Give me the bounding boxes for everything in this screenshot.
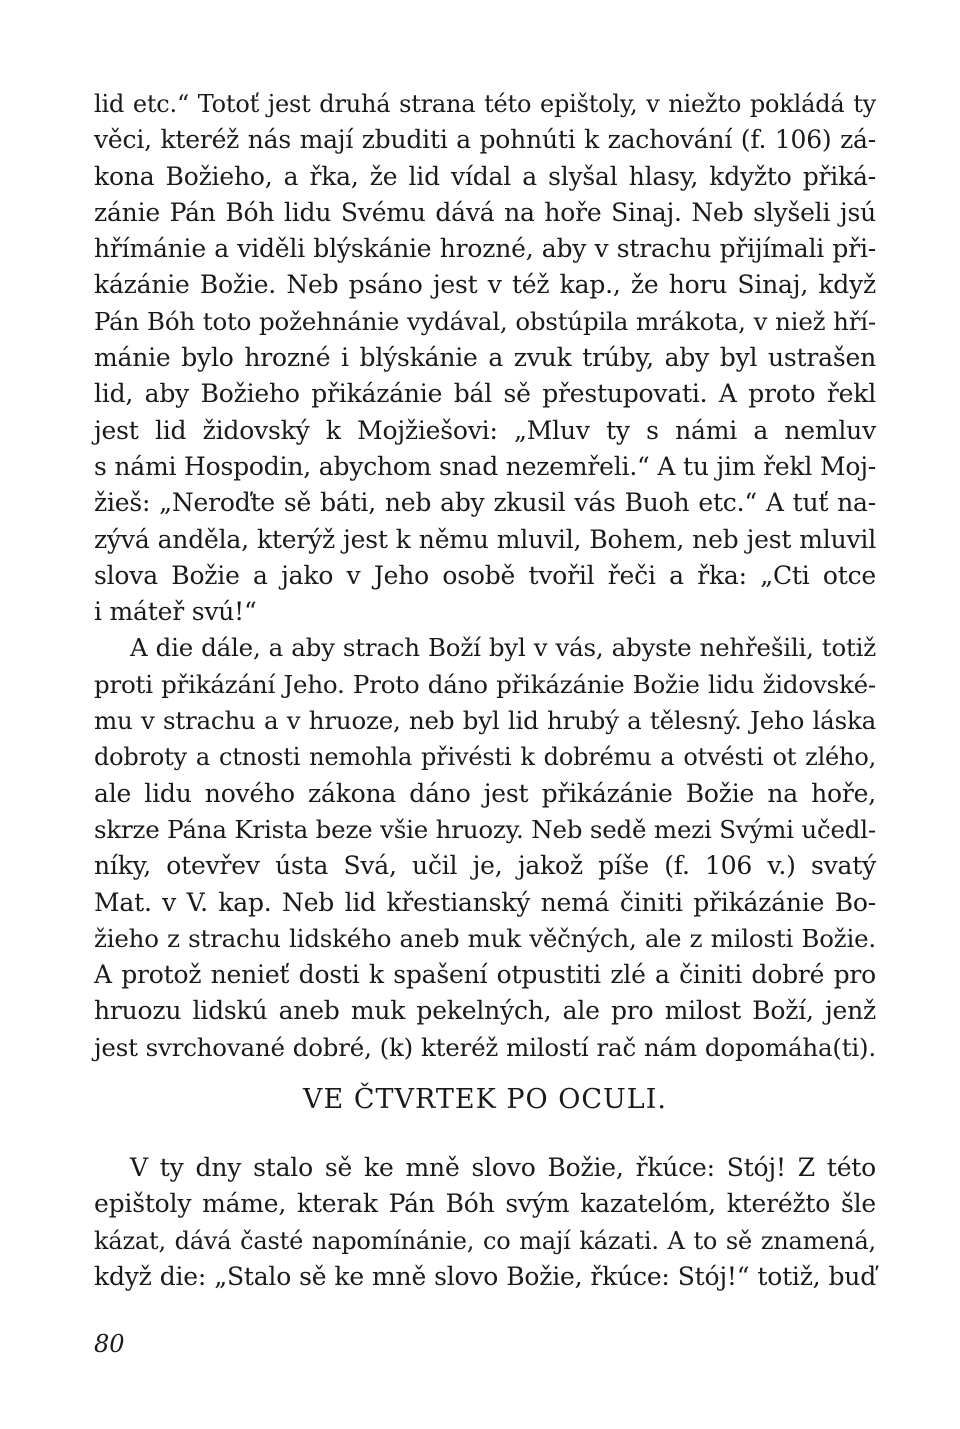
text-line: mu v strachu a v hruoze, neb byl lid hrubý a tělesný. Jeho láska [94, 706, 876, 736]
page-number: 80 [94, 1330, 125, 1358]
text-line: s námi Hospodin, abychom snad nezemřeli.“ A tu jim řekl Moj- [94, 451, 876, 481]
text-line: kona Božieho, a řka, že lid vídal a slyšal hlasy, kdyžto přiká- [94, 161, 876, 191]
paragraph-3 [94, 1150, 876, 1295]
text-line: A die dále, a aby strach Boží byl v vás, abyste nehřešili, totiž [130, 633, 876, 663]
paragraph-2 [94, 630, 876, 1066]
text-line: slova Božie a jako v Jeho osobě tvořil řeči a řka: „Cti otce [94, 560, 876, 590]
text-line: epištoly máme, kterak Pán Bóh svým kazatelóm, kteréžto šle [94, 1189, 876, 1219]
text-line: lid, aby Božieho přikázánie bál sě přestupovati. A proto řekl [94, 379, 876, 409]
text-line: skrze Pána Krista beze všie hruozy. Neb sedě mezi Svými učedl- [94, 814, 876, 844]
text-line: ale lidu nového zákona dáno jest přikázánie Božie na hoře, [94, 778, 876, 808]
text-line: proti přikázání Jeho. Proto dáno přikázánie Božie lidu židovské- [94, 669, 876, 699]
text-line: dobroty a ctnosti nemohla přivésti k dobrému a otvésti ot zlého, [94, 743, 876, 772]
text-block-top [94, 86, 876, 1066]
text-line: lid etc.“ Totoť jest druhá strana této epištoly, v niežto pokládá ty [94, 90, 876, 118]
text-line: jest svrchované dobré, (k) kteréž milostí rač nám dopomáha(ti). [94, 1032, 876, 1062]
text-line: zývá anděla, kterýž jest k němu mluvil, Bohem, neb jest mluvil [94, 524, 876, 554]
text-line: jest lid židovský k Mojžiešovi: „Mluv ty s námi a nemluv [94, 415, 876, 445]
text-line: Mat. v V. kap. Neb lid křestianský nemá činiti přikázánie Bo- [94, 887, 876, 917]
text-line: když die: „Stalo sě ke mně slovo Božie, řkúce: Stój!“ totiž, buď [94, 1261, 876, 1291]
text-line: hruozu lidskú aneb muk pekelných, ale pro milost Boží, jenž [94, 996, 876, 1026]
text-line: A protož nenieť dosti k spašení otpustiti zlé a činiti dobré pro [94, 960, 876, 990]
text-line: mánie bylo hrozné i blýskánie a zvuk trúby, aby byl ustrašen [94, 343, 876, 373]
text-block-bottom [94, 1150, 876, 1295]
text-line: i máteř svú!“ [94, 597, 257, 627]
text-line: V ty dny stalo sě ke mně slovo Božie, řkúce: Stój! Z této [130, 1153, 876, 1182]
text-line: hřímánie a viděli blýskánie hrozné, aby v strachu přijímali při- [94, 234, 876, 264]
paragraph-1 [94, 86, 876, 630]
text-line: kázánie Božie. Neb psáno jest v též kap., že horu Sinaj, když [94, 270, 876, 300]
section-heading: VE ČTVRTEK PO OCULI. [303, 1084, 667, 1115]
text-line: věci, kteréž nás mají zbuditi a pohnúti k zachování (f. 106) zá- [94, 125, 876, 155]
text-line: níky, otevřev ústa Svá, učil je, jakož píše (f. 106 v.) svatý [94, 851, 876, 881]
text-line: kázat, dává časté napomínánie, co mají kázati. A to sě znamená, [94, 1226, 876, 1255]
text-line: žieho z strachu lidského aneb muk věčných, ale z milosti Božie. [94, 923, 876, 953]
text-line: žieš: „Neroďte sě báti, neb aby zkusil vás Buoh etc.“ A tuť na- [94, 488, 876, 518]
text-line: Pán Bóh toto požehnánie vydával, obstúpila mrákota, v niež hří- [94, 306, 876, 336]
text-line: zánie Pán Bóh lidu Svému dává na hoře Sinaj. Neb slyšeli jsú [94, 197, 876, 227]
